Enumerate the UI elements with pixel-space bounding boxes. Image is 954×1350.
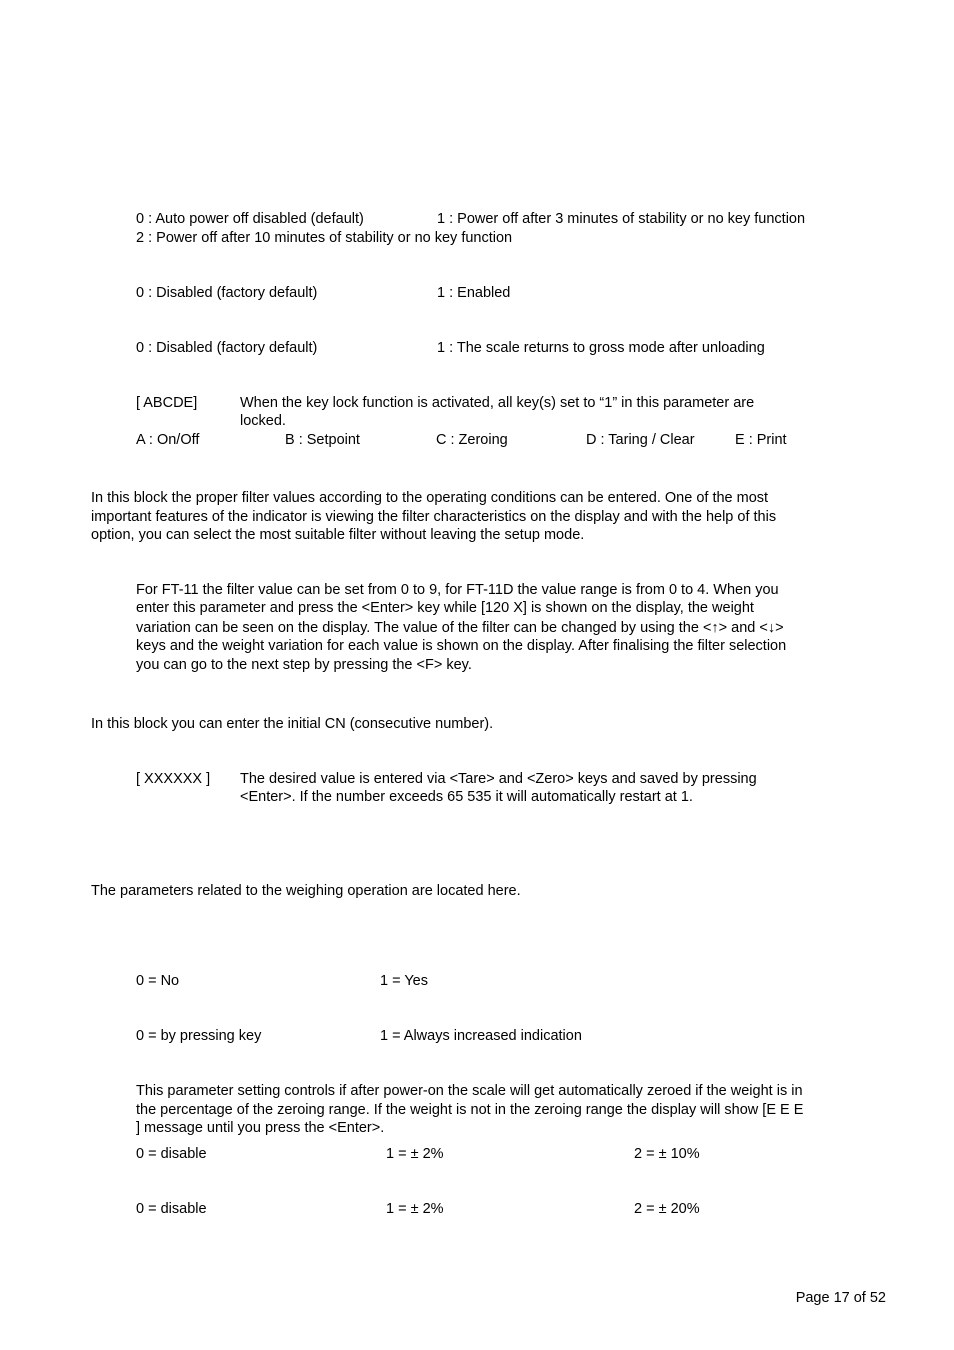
keylock-desc-line1: When the key lock function is activated, all key(s) set to “1” in this parameter are	[240, 395, 755, 411]
cn-desc-line1: The desired value is entered via <Tare> and <Zero> keys and saved by pressing	[240, 771, 757, 787]
cn-code: [ XXXXXX ]	[136, 771, 211, 787]
autopower-option-0: 0 : Auto power off disabled (default)	[136, 211, 364, 227]
param-b-option-1: 1 : The scale returns to gross mode after unloading	[437, 340, 765, 356]
yesno-option-0: 0 = No	[136, 973, 180, 989]
filter-block-line2: important features of the indicator is viewing the filter characteristics on the display and with the help of this	[91, 509, 777, 525]
autozero-line3: ] message until you press the <Enter>.	[136, 1120, 385, 1136]
cn-desc-line2: <Enter>. If the number exceeds 65 535 it will automatically restart at 1.	[240, 789, 693, 805]
filter-param-line2: enter this parameter and press the <Enter> key while [120 X] is shown on the display, the weight	[136, 600, 754, 616]
page-number: Page 17 of 52	[795, 1290, 886, 1306]
zero-range-option-1: 1 = ± 2%	[386, 1201, 444, 1217]
filter-param-line3: variation can be seen on the display. The value of the filter can be changed by using the <↑> and <↓>	[136, 620, 784, 636]
autozero-option-0: 0 = disable	[136, 1146, 207, 1162]
keylock-key-c: C : Zeroing	[436, 432, 508, 448]
zero-range-option-2: 2 = ± 20%	[634, 1201, 700, 1217]
autopower-option-2: 2 : Power off after 10 minutes of stability or no key function	[136, 230, 513, 246]
filter-block-line3: option, you can select the most suitable filter without leaving the setup mode.	[91, 527, 585, 543]
param-a-option-0: 0 : Disabled (factory default)	[136, 285, 318, 301]
autopower-option-1: 1 : Power off after 3 minutes of stability or no key function	[437, 211, 806, 227]
indication-option-0: 0 = by pressing key	[136, 1028, 262, 1044]
filter-param-line5: you can go to the next step by pressing the <F> key.	[136, 657, 472, 673]
keylock-key-d: D : Taring / Clear	[586, 432, 695, 448]
indication-option-1: 1 = Always increased indication	[380, 1028, 582, 1044]
zero-range-option-0: 0 = disable	[136, 1201, 207, 1217]
filter-block-line1: In this block the proper filter values according to the operating conditions can be entered. One of the most	[91, 490, 769, 506]
weighing-block-intro: The parameters related to the weighing operation are located here.	[91, 883, 521, 899]
param-b-option-0: 0 : Disabled (factory default)	[136, 340, 318, 356]
autozero-option-2: 2 = ± 10%	[634, 1146, 700, 1162]
autozero-option-1: 1 = ± 2%	[386, 1146, 444, 1162]
cn-block-intro: In this block you can enter the initial CN (consecutive number).	[91, 716, 494, 732]
autozero-line1: This parameter setting controls if after power-on the scale will get automatically zeroed if the weight is in	[136, 1083, 803, 1099]
filter-param-line4: keys and the weight variation for each value is shown on the display. After finalising the filter selection	[136, 638, 787, 654]
keylock-key-e: E : Print	[735, 432, 787, 448]
yesno-option-1: 1 = Yes	[380, 973, 428, 989]
keylock-key-a: A : On/Off	[136, 432, 200, 448]
filter-param-line1: For FT-11 the filter value can be set from 0 to 9, for FT-11D the value range is from 0 to 4. When you	[136, 582, 779, 598]
keylock-desc-line2: locked.	[240, 413, 286, 429]
keylock-key-b: B : Setpoint	[285, 432, 360, 448]
keylock-code: [ ABCDE]	[136, 395, 198, 411]
param-a-option-1: 1 : Enabled	[437, 285, 511, 301]
autozero-line2: the percentage of the zeroing range. If the weight is not in the zeroing range the display will show [E E E	[136, 1102, 804, 1118]
